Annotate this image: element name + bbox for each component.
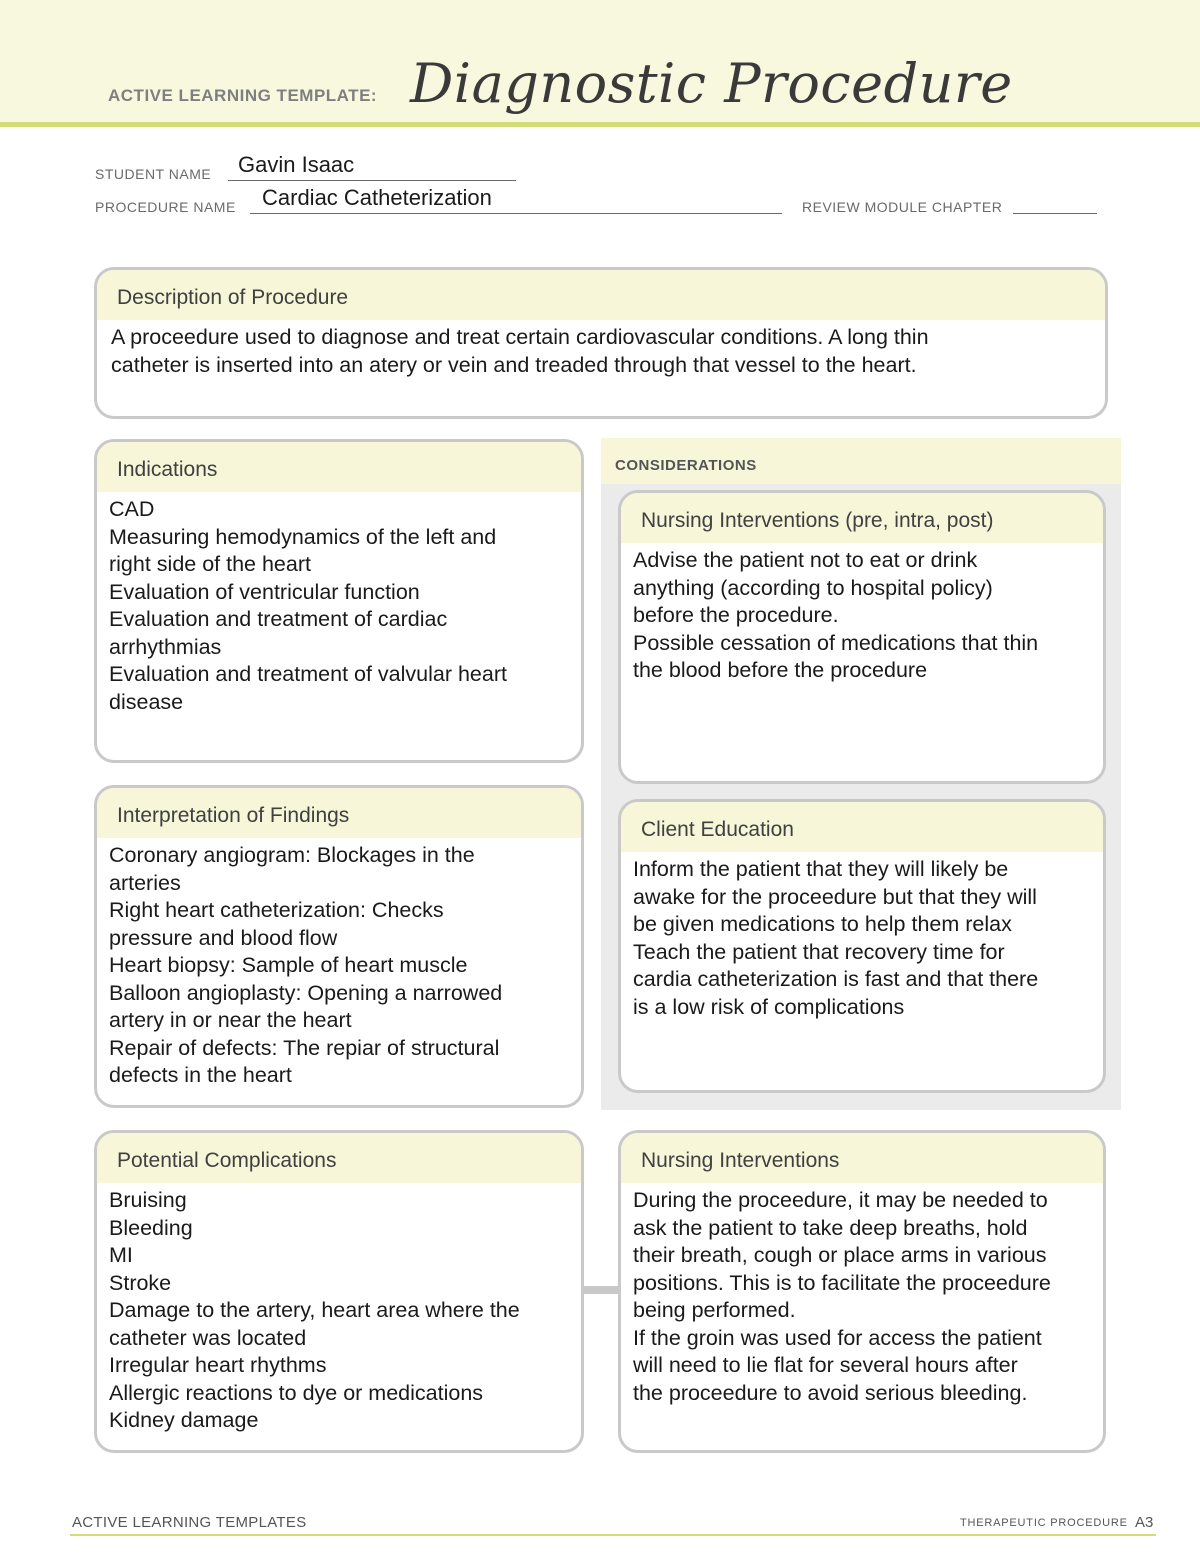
text-line: Bleeding [109,1215,193,1240]
footer-right: THERAPEUTIC PROCEDURE [960,1517,1128,1529]
indications-title: Indications [97,442,581,492]
text-line: positions. This is to facilitate the proceedure [633,1270,1051,1295]
text-line: catheter is inserted into an atery or vein and treaded through that vessel to the heart. [111,352,917,377]
indications-card [94,439,584,763]
procedure-name-label: PROCEDURE NAME [95,199,236,215]
text-line: Damage to the artery, heart area where the [109,1298,520,1322]
text-line: Allergic reactions to dye or medications [109,1380,484,1405]
description-text[interactable] [97,320,1105,379]
text-line: before the procedure. [633,603,839,627]
description-title: Description of Procedure [97,270,1105,320]
review-module-label: REVIEW MODULE CHAPTER [802,199,1003,215]
footer-left: ACTIVE LEARNING TEMPLATES [72,1514,307,1531]
indications-text[interactable] [97,492,581,716]
footer-divider [70,1534,1156,1536]
template-label: ACTIVE LEARNING TEMPLATE: [108,86,378,105]
text-line: catheter was located [109,1325,307,1350]
complications-card [94,1130,584,1453]
text-line: the blood before the procedure [633,658,928,682]
text-line: Evaluation and treatment of valvular heart [109,662,507,686]
client-education-title: Client Education [621,802,1103,852]
template-title: Diagnostic Procedure [410,52,1013,115]
text-line: Balloon angioplasty: Opening a narrowed [109,980,503,1005]
text-line: Repair of defects: The repiar of structural [109,1035,500,1060]
page-number: A3 [1135,1514,1154,1531]
text-line: the proceedure to avoid serious bleeding. [633,1380,1028,1405]
complications-text[interactable] [97,1183,581,1435]
text-line: Stroke [109,1270,172,1295]
student-name-line [228,180,516,181]
interpretation-card [94,785,584,1108]
header-divider [0,122,1200,127]
nursing-interventions-title: Nursing Interventions [621,1133,1103,1183]
text-line: Kidney damage [109,1408,259,1432]
text-line: anything (according to hospital policy) [633,575,993,600]
text-line: Coronary angiogram: Blockages in the [109,843,475,867]
text-line: Evaluation of ventricular function [109,579,420,604]
nursing-interventions-pip-text[interactable] [621,543,1103,685]
description-card [94,267,1108,419]
nursing-interventions-pip-title: Nursing Interventions (pre, intra, post) [621,493,1103,543]
text-line: A proceedure used to diagnose and treat certain cardiovascular conditions. A long thin [111,325,929,349]
review-module-line [1013,213,1097,214]
text-line: disease [109,689,184,714]
text-line: ask the patient to take deep breaths, hold [633,1215,1028,1240]
student-name-label: STUDENT NAME [95,166,212,182]
client-education-card [618,799,1106,1093]
nursing-interventions-card [618,1130,1106,1453]
text-line: cardia catheterization is fast and that there [633,967,1039,991]
procedure-name-field[interactable]: Cardiac Catheterization [262,185,492,210]
client-education-text[interactable] [621,852,1103,1021]
text-line: CAD [109,497,155,521]
nursing-interventions-pip-card [618,490,1106,784]
interpretation-text[interactable] [97,838,581,1090]
text-line: be given medications to help them relax [633,912,1012,936]
text-line: pressure and blood flow [109,925,338,950]
text-line: Irregular heart rhythms [109,1353,327,1377]
text-line: Teach the patient that recovery time for [633,939,1005,964]
text-line: Evaluation and treatment of cardiac [109,607,448,631]
text-line: During the proceedure, it may be needed to [633,1188,1048,1212]
text-line: Advise the patient not to eat or drink [633,548,978,572]
text-line: Heart biopsy: Sample of heart muscle [109,953,468,977]
text-line: MI [109,1243,133,1267]
text-line: defects in the heart [109,1063,292,1087]
card-connector [583,1286,621,1294]
interpretation-title: Interpretation of Findings [97,788,581,838]
text-line: is a low risk of complications [633,994,905,1019]
text-line: artery in or near the heart [109,1008,352,1032]
complications-title: Potential Complications [97,1133,581,1183]
procedure-name-line [250,213,782,214]
text-line: If the groin was used for access the patient [633,1325,1042,1350]
text-line: arteries [109,870,181,895]
text-line: Possible cessation of medications that thin [633,630,1039,655]
student-name-field[interactable]: Gavin Isaac [238,152,355,177]
considerations-label: CONSIDERATIONS [615,457,757,474]
text-line: Inform the patient that they will likely be [633,857,1009,881]
text-line: Bruising [109,1188,187,1212]
text-line: Right heart catheterization: Checks [109,898,444,922]
text-line: their breath, cough or place arms in various [633,1243,1047,1267]
text-line: Measuring hemodynamics of the left and [109,524,497,549]
text-line: will need to lie flat for several hours after [633,1353,1018,1377]
text-line: right side of the heart [109,552,311,576]
text-line: being performed. [633,1298,796,1322]
text-line: arrhythmias [109,634,222,659]
text-line: awake for the proceedure but that they will [633,884,1037,909]
nursing-interventions-text[interactable] [621,1183,1103,1407]
